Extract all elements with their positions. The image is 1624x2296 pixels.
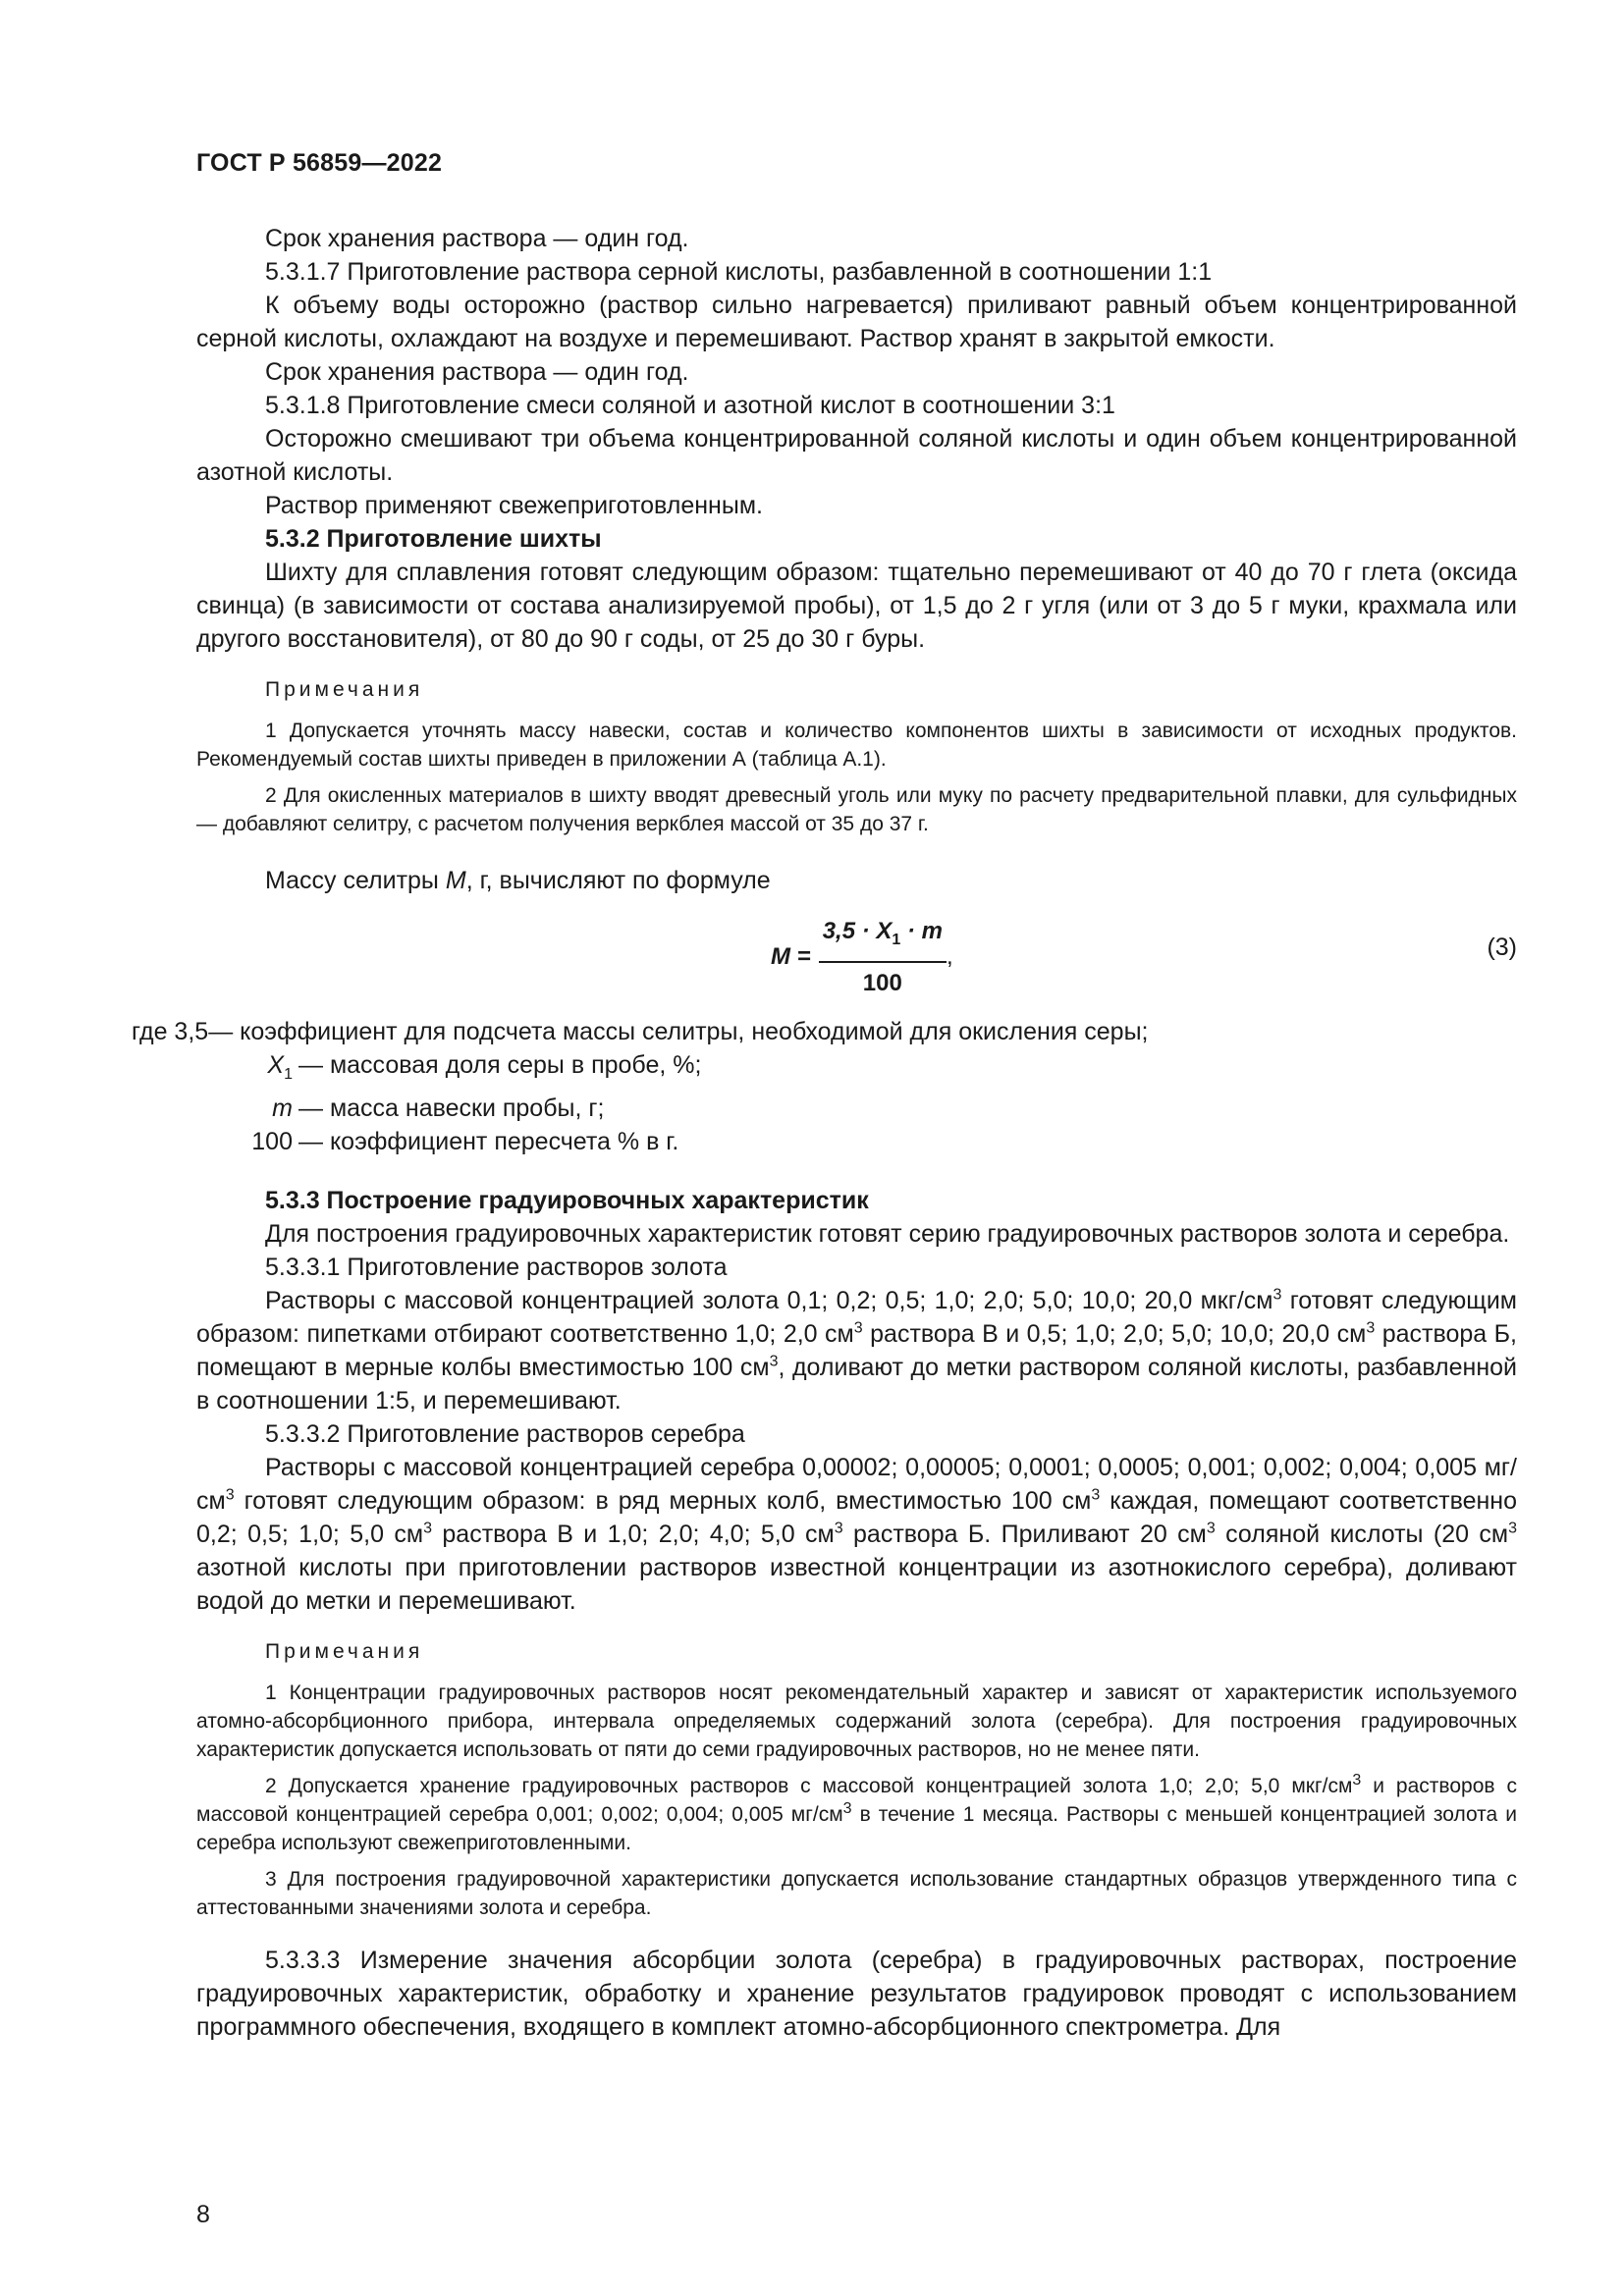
fraction-denominator: 100: [862, 969, 902, 996]
section-heading: 5.3.3 Построение градуировочных характеристик: [265, 1187, 869, 1214]
paragraph: 5.3.1.8 Приготовление смеси соляной и азотной кислот в соотношении 3:1: [265, 392, 1115, 419]
paragraph: Срок хранения раствора — один год.: [265, 225, 689, 252]
paragraph: 5.3.1.7 Приготовление раствора серной кислоты, разбавленной в соотношении 1:1: [265, 258, 1213, 286]
equation-number: (3): [1487, 934, 1517, 961]
definition-row: m — масса навески пробы, г;: [272, 1095, 605, 1122]
page-number: 8: [196, 2201, 210, 2228]
section-heading: 5.3.2 Приготовление шихты: [265, 525, 602, 553]
notes-title: Примечания: [265, 1640, 424, 1663]
formula-block: [196, 907, 1517, 1001]
paragraph: Для построения градуировочных характеристик готовят серию градуировочных растворов золота и серебра.: [265, 1220, 1510, 1248]
definition-row: 100 — коэффициент пересчета % в г.: [251, 1128, 679, 1155]
note: 1 Допускается уточнять массу навески, состав и количество компонентов шихты в зависимости от исходных продуктов. Рекомендуемый состав шихты приведен в приложении А (таблица А.1).: [196, 720, 1517, 771]
paragraph: Осторожно смешивают три объема концентрированной соляной кислоты и один объем концентрированной азотной кислоты.: [196, 425, 1517, 486]
note: 1 Концентрации градуировочных растворов носят рекомендательный характер и зависят от характеристик используемого атомно-абсорбционного прибора, интервала определяемых содержаний золота (серебра). Для построения градуировочных характеристик допускается использовать от пяти до семи градуировочных растворов, но не менее пяти.: [196, 1682, 1517, 1761]
notes-title: Примечания: [265, 678, 424, 701]
paragraph: Раствор применяют свежеприготовленным.: [265, 492, 763, 519]
definition-row: где 3,5 — коэффициент для подсчета массы селитры, необходимой для окисления серы;: [132, 1018, 1149, 1045]
paragraph: Растворы с массовой концентрацией золота 0,1; 0,2; 0,5; 1,0; 2,0; 5,0; 10,0; 20,0 мкг/$см^3$ готовят следующим образом: пипетками отбирают соответственно 1,0; 2,0 $см^3$ раствора В и 0,5; 1,0; 2,0; 5,0; 10,0; 20,0 $см^3$ раствора Б, помещают в мерные колбы вместимостью 100 $см^3$, доливают до метки раствором соляной кислоты, разбавленной в соотношении 1:5, и перемешивают.: [196, 1286, 1517, 1415]
paragraph: Растворы с массовой концентрацией серебра 0,00002; 0,00005; 0,0001; 0,0005; 0,001; 0,002; 0,004; 0,005 $мг/см^3$ готовят следующим образом: в ряд мерных колб, вместимостью 100 $см^3$ каждая, помещают соответственно 0,2; 0,5; 1,0; 5,0 $см^3$ раствора В и 1,0; 2,0; 4,0; 5,0 $см^3$ раствора Б. Приливают 20 $см^3$ соляной кислоты (20 $см^3$ азотной кислоты при приготовлении растворов известной концентрации из азотнокислого серебра), доливают водой до метки и перемешивают.: [196, 1454, 1518, 1615]
note: 3 Для построения градуировочной характеристики допускается использование стандартных образцов утвержденного типа с аттестованными значениями золота и серебра.: [196, 1868, 1517, 1919]
formula: M = $\frac{3,5 \cdot X_1 \cdot m}{100}$ ,: [771, 915, 953, 1000]
definition-row: $X_1$ — массовая доля серы в пробе, %;: [267, 1051, 702, 1083]
variable-definitions: [132, 1015, 1517, 1158]
paragraph: Массу селитры М, г, вычисляют по формуле: [265, 867, 771, 894]
paragraph: К объему воды осторожно (раствор сильно нагревается) приливают равный объем концентрированной серной кислоты, охлаждают на воздухе и перемешивают. Раствор хранят в закрытой емкости.: [196, 292, 1517, 352]
fraction-numerator: $3,5 \cdot X_1 \cdot m$: [819, 915, 947, 963]
paragraph: 5.3.3.1 Приготовление растворов золота: [265, 1254, 728, 1281]
fraction: [819, 915, 947, 1000]
paragraph: 5.3.3.2 Приготовление растворов серебра: [265, 1420, 745, 1448]
document-header: ГОСТ Р 56859—2022: [196, 149, 443, 177]
document-body: [132, 222, 1518, 2044]
paragraph: 5.3.3.3 Измерение значения абсорбции золота (серебра) в градуировочных растворах, построение градуировочных характеристик, обработку и хранение результатов градуировок проводят с использованием программного обеспечения, входящего в комплект атомно-абсорбционного спектрометра. Для: [196, 1947, 1517, 2041]
paragraph: Шихту для сплавления готовят следующим образом: тщательно перемешивают от 40 до 70 г глета (оксида свинца) (в зависимости от состава анализируемой пробы), от 1,5 до 2 г угля (или от 3 до 5 г муки, крахмала или другого восстановителя), от 80 до 90 г соды, от 25 до 30 г буры.: [196, 559, 1517, 653]
note: 2 Допускается хранение градуировочных растворов с массовой концентрацией золота 1,0; 2,0; 5,0 мкг/$см^3$ и растворов с массовой концентрацией серебра 0,001; 0,002; 0,004; 0,005 $мг/см^3$ в течение 1 месяца. Растворы с меньшей концентрацией золота и серебра используют свежеприготовленными.: [196, 1772, 1517, 1854]
note: 2 Для окисленных материалов в шихту вводят древесный уголь или муку по расчету предварительной плавки, для сульфидных — добавляют селитру, с расчетом получения веркблея массой от 35 до 37 г.: [196, 784, 1517, 835]
paragraph: Срок хранения раствора — один год.: [265, 358, 689, 386]
